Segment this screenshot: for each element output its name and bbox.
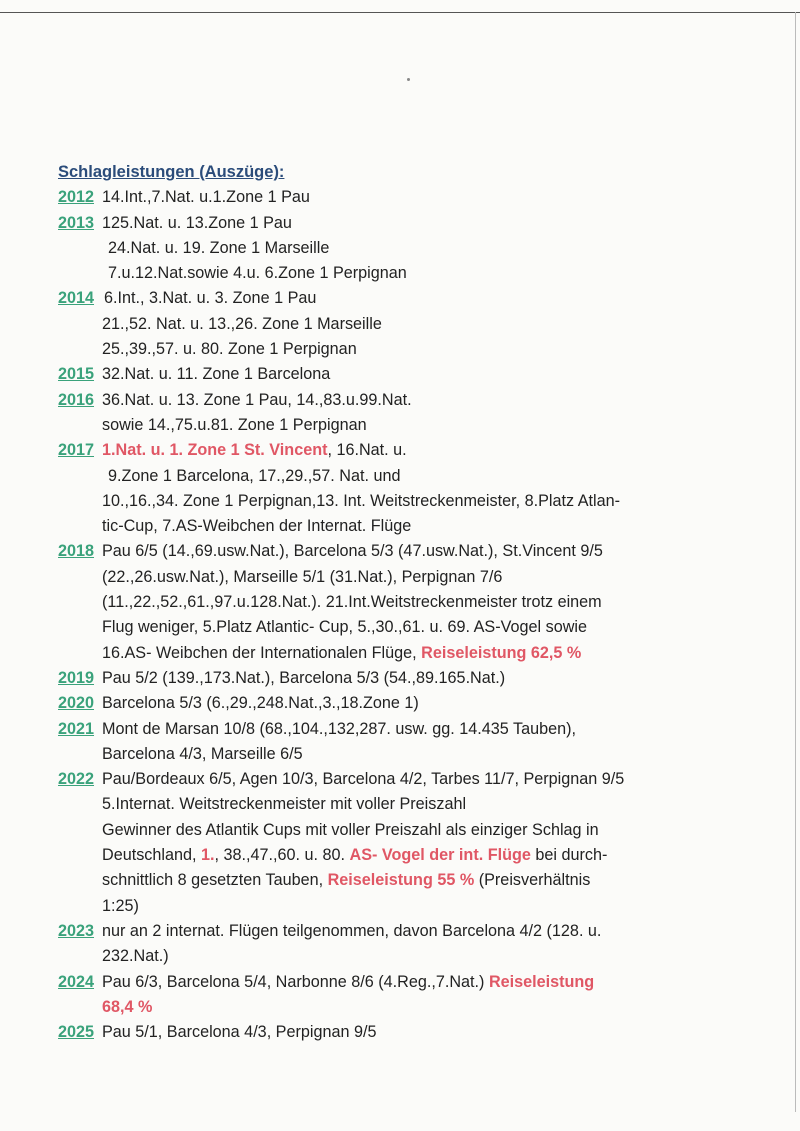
- entry-text: [102, 666, 778, 691]
- highlight-text: 1.: [200, 846, 215, 865]
- text-line: 1:25): [102, 896, 139, 915]
- text-line: [102, 868, 778, 893]
- text-line: 36.Nat. u. 13. Zone 1 Pau, 14.,83.u.99.Nat.: [102, 390, 412, 409]
- document-body: [58, 160, 778, 1045]
- text-fragment: bei durch-: [530, 846, 608, 865]
- text-line: (22.,26.usw.Nat.), Marseille 5/1 (31.Nat.), Perpignan 7/6: [102, 567, 503, 586]
- year-label: 2018: [58, 542, 95, 561]
- text-line: tic-Cup, 7.AS-Weibchen der Internat. Flüge: [102, 517, 412, 536]
- text-line: Gewinner des Atlantik Cups mit voller Preiszahl als einziger Schlag in: [102, 820, 599, 839]
- text-fragment: schnittlich 8 gesetzten Tauben,: [102, 871, 328, 890]
- year-label: 2025: [58, 1023, 95, 1042]
- highlight-text: 68,4 %: [102, 997, 153, 1016]
- year-label: 2019: [58, 668, 95, 687]
- text-line: Pau 5/2 (139.,173.Nat.), Barcelona 5/3 (54.,89.165.Nat.): [102, 668, 506, 687]
- text-fragment: 16.AS- Weibchen der Internationalen Flüge,: [102, 643, 422, 662]
- entry-text: [102, 717, 778, 768]
- year-label: 2020: [58, 694, 95, 713]
- entry-text: [102, 211, 778, 287]
- text-line: 232.Nat.): [102, 947, 169, 966]
- entry-2019: [58, 666, 778, 691]
- entry-2017: [58, 438, 778, 539]
- text-line: 21.,52. Nat. u. 13.,26. Zone 1 Marseille: [102, 314, 382, 333]
- highlight-text: 1.Nat. u. 1. Zone 1 St. Vincent: [102, 441, 328, 460]
- highlight-text: Reiseleistung 62,5 %: [421, 643, 582, 662]
- text-line: sowie 14.,75.u.81. Zone 1 Perpignan: [102, 415, 367, 434]
- highlight-text: Reiseleistung 55 %: [327, 871, 475, 890]
- entry-text: [102, 185, 778, 210]
- entry-2014: [58, 286, 778, 362]
- year-label: 2013: [58, 213, 95, 232]
- entry-text: [102, 388, 778, 439]
- entry-2023: [58, 919, 778, 970]
- scan-speck: [407, 78, 410, 81]
- text-line: [102, 843, 778, 868]
- text-line: Flug weniger, 5.Platz Atlantic- Cup, 5.,30.,61. u. 69. AS-Vogel sowie: [102, 618, 588, 637]
- entry-2018: [58, 539, 778, 665]
- text-line: nur an 2 internat. Flügen teilgenommen, davon Barcelona 4/2 (128. u.: [102, 921, 602, 940]
- entry-text: [102, 767, 778, 919]
- entry-2016: [58, 388, 778, 439]
- text-line: 9.Zone 1 Barcelona, 17.,29.,57. Nat. und: [108, 466, 401, 485]
- year-label: 2017: [58, 441, 95, 460]
- text-line: 6.Int., 3.Nat. u. 3. Zone 1 Pau: [104, 289, 317, 308]
- text-fragment: Pau 6/3, Barcelona 5/4, Narbonne 8/6 (4.Reg.,7.Nat.): [102, 972, 489, 991]
- text-line: 7.u.12.Nat.sowie 4.u. 6.Zone 1 Perpignan: [108, 264, 407, 283]
- text-line: 125.Nat. u. 13.Zone 1 Pau: [102, 213, 292, 232]
- entry-2015: [58, 362, 778, 387]
- entry-2025: [58, 1020, 778, 1045]
- entry-2021: [58, 717, 778, 768]
- year-label: 2016: [58, 390, 95, 409]
- text-fragment: , 16.Nat. u.: [327, 441, 407, 460]
- entry-text: [102, 970, 778, 1021]
- text-line: 32.Nat. u. 11. Zone 1 Barcelona: [102, 365, 331, 384]
- entry-text: [102, 286, 778, 362]
- text-line: Barcelona 4/3, Marseille 6/5: [102, 744, 303, 763]
- text-line: 24.Nat. u. 19. Zone 1 Marseille: [108, 238, 330, 257]
- text-line: [102, 438, 778, 463]
- text-fragment: Deutschland,: [102, 846, 201, 865]
- text-line: 5.Internat. Weitstreckenmeister mit voller Preiszahl: [102, 795, 467, 814]
- year-label: 2024: [58, 972, 95, 991]
- text-line: [102, 970, 778, 995]
- entry-2022: [58, 767, 778, 919]
- entry-text: [102, 438, 778, 539]
- entry-2013: [58, 211, 778, 287]
- year-label: 2012: [58, 188, 95, 207]
- text-line: Mont de Marsan 10/8 (68.,104.,132,287. usw. gg. 14.435 Tauben),: [102, 719, 576, 738]
- year-label: 2015: [58, 365, 95, 384]
- entry-text: [102, 691, 778, 716]
- section-heading: Schlagleistungen (Auszüge):: [58, 163, 285, 181]
- entry-text: [102, 539, 778, 665]
- text-line: Barcelona 5/3 (6.,29.,248.Nat.,3.,18.Zone 1): [102, 694, 419, 713]
- text-line: Pau/Bordeaux 6/5, Agen 10/3, Barcelona 4/2, Tarbes 11/7, Perpignan 9/5: [102, 770, 625, 789]
- text-line: [102, 641, 778, 666]
- highlight-text: AS- Vogel der int. Flüge: [349, 846, 531, 865]
- year-label: 2022: [58, 770, 95, 789]
- text-line: Pau 5/1, Barcelona 4/3, Perpignan 9/5: [102, 1023, 377, 1042]
- year-label: 2023: [58, 921, 95, 940]
- text-line: 10.,16.,34. Zone 1 Perpignan,13. Int. Weitstreckenmeister, 8.Platz Atlan-: [102, 491, 620, 510]
- year-label: 2021: [58, 719, 95, 738]
- entry-text: [102, 919, 778, 970]
- entry-text: [102, 362, 778, 387]
- scan-edge-top: [0, 12, 800, 13]
- entry-2012: [58, 185, 778, 210]
- text-line: 25.,39.,57. u. 80. Zone 1 Perpignan: [102, 340, 357, 359]
- year-label: 2014: [58, 289, 95, 308]
- text-line: 14.Int.,7.Nat. u.1.Zone 1 Pau: [102, 188, 310, 207]
- scan-edge-right: [795, 12, 796, 1112]
- entry-2024: [58, 970, 778, 1021]
- highlight-text: Reiseleistung: [488, 972, 595, 991]
- text-line: (11.,22.,52.,61.,97.u.128.Nat.). 21.Int.Weitstreckenmeister trotz einem: [102, 593, 602, 612]
- text-line: Pau 6/5 (14.,69.usw.Nat.), Barcelona 5/3 (47.usw.Nat.), St.Vincent 9/5: [102, 542, 603, 561]
- entry-text: [102, 1020, 778, 1045]
- entry-2020: [58, 691, 778, 716]
- text-fragment: , 38.,47.,60. u. 80.: [214, 846, 350, 865]
- text-fragment: (Preisverhältnis: [474, 871, 591, 890]
